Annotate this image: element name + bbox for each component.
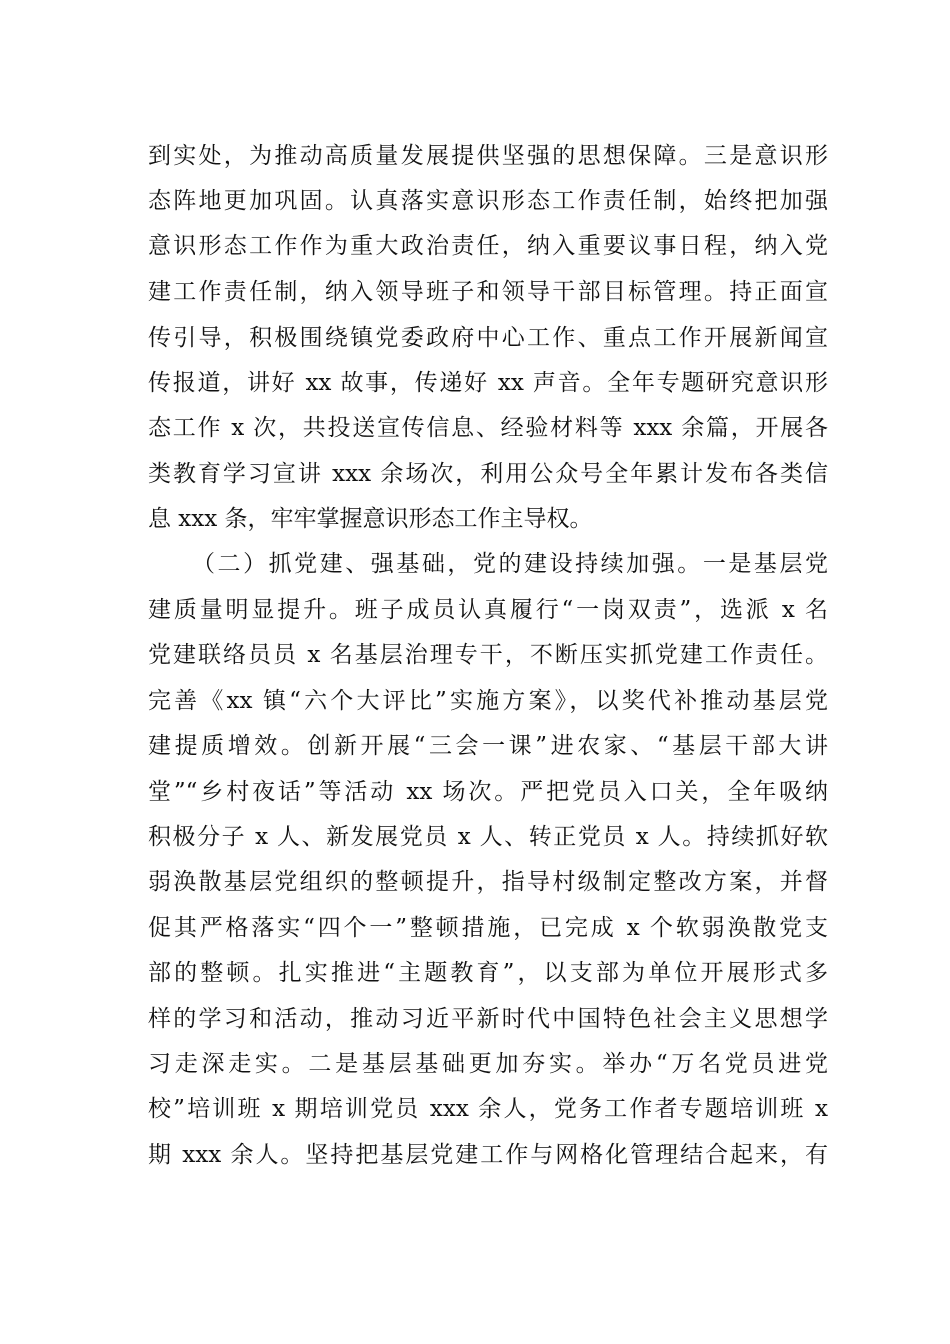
paragraph-2-line: 弱涣散基层党组织的整顿提升，指导村级制定整改方案，并督 (148, 869, 828, 895)
paragraph-2-line: 校”培训班 x 期培训党员 xxx 余人，党务工作者专题培训班 x (148, 1096, 828, 1122)
paragraph-2-line: 积极分子 x 人、新发展党员 x 人、转正党员 x 人。持续抓好软 (148, 824, 828, 850)
paragraph-1-line: 意识形态工作作为重大政治责任，纳入重要议事日程，纳入党 (148, 233, 828, 259)
paragraph-1-line: 到实处，为推动高质量发展提供坚强的思想保障。三是意识形 (148, 143, 828, 169)
paragraph-2-line: 建质量明显提升。班子成员认真履行“一岗双责”，选派 x 名 (148, 597, 828, 623)
paragraph-2-line: 部的整顿。扎实推进“主题教育”，以支部为单位开展形式多 (148, 960, 828, 986)
paragraph-1-line: 态阵地更加巩固。认真落实意识形态工作责任制，始终把加强 (148, 188, 828, 214)
paragraph-1-line: 传引导，积极围绕镇党委政府中心工作、重点工作开展新闻宣 (148, 325, 828, 351)
paragraph-2-line: 样的学习和活动，推动习近平新时代中国特色社会主义思想学 (148, 1006, 828, 1032)
paragraph-2-line: 党建联络员员 x 名基层治理专干，不断压实抓党建工作责任。 (148, 642, 828, 668)
paragraph-2-line: 促其严格落实“四个一”整顿措施，已完成 x 个软弱涣散党支 (148, 915, 828, 941)
paragraph-1-line: 传报道，讲好 xx 故事，传递好 xx 声音。全年专题研究意识形 (148, 370, 828, 396)
paragraph-2-line: 建提质增效。创新开展“三会一课”进农家、“基层干部大讲 (148, 733, 828, 759)
paragraph-1-line: 态工作 x 次，共投送宣传信息、经验材料等 xxx 余篇，开展各 (148, 415, 828, 441)
paragraph-2-line: 习走深走实。二是基层基础更加夯实。举办“万名党员进党 (148, 1051, 828, 1077)
paragraph-2-line: 完善《xx 镇“六个大评比”实施方案》，以奖代补推动基层党 (148, 688, 828, 714)
paragraph-1-line: 息 xxx 条，牢牢掌握意识形态工作主导权。 (148, 506, 593, 532)
paragraph-2-line: （二）抓党建、强基础，党的建设持续加强。一是基层党 (192, 551, 828, 577)
paragraph-1-line: 类教育学习宣讲 xxx 余场次，利用公众号全年累计发布各类信 (148, 461, 828, 487)
paragraph-2-line: 堂”“乡村夜话”等活动 xx 场次。严把党员入口关，全年吸纳 (148, 779, 828, 805)
paragraph-1-line: 建工作责任制，纳入领导班子和领导干部目标管理。持正面宣 (148, 279, 828, 305)
paragraph-2-line: 期 xxx 余人。坚持把基层党建工作与网格化管理结合起来，有 (148, 1142, 828, 1168)
